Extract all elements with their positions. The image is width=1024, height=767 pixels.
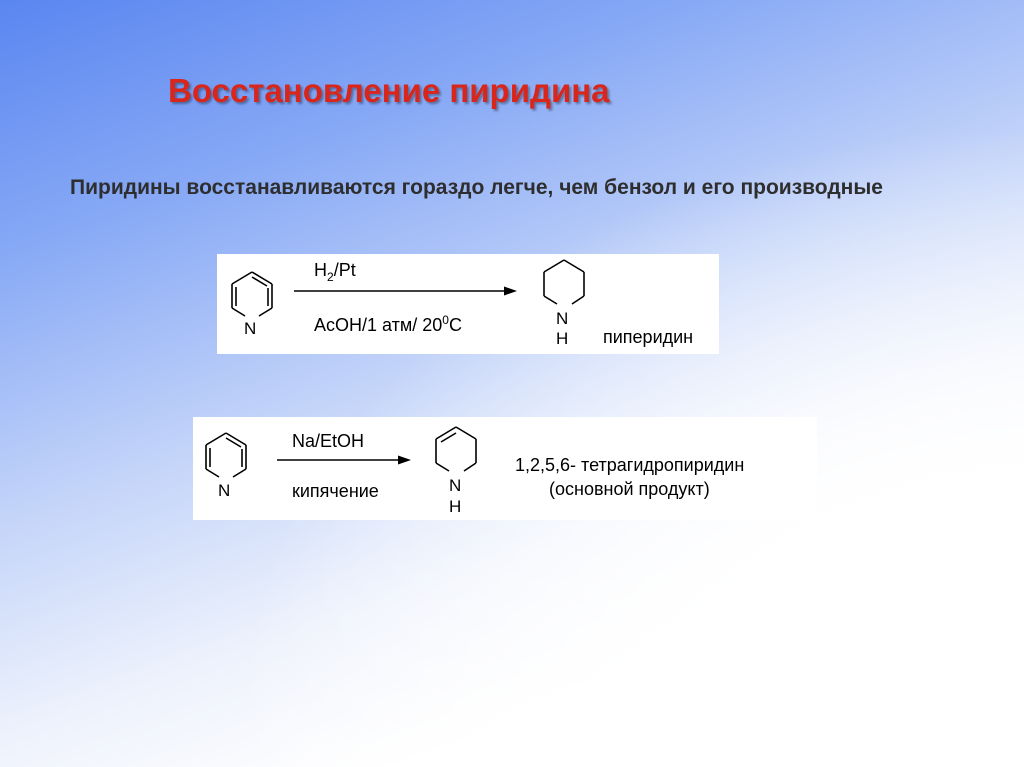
tetrahydropyridine-structure bbox=[436, 427, 476, 471]
reagent-1-bottom: AcOH/1 атм/ $20^0C$ bbox=[314, 313, 462, 335]
pyridine-structure-1 bbox=[232, 272, 272, 316]
reaction-scheme-1 bbox=[217, 254, 719, 354]
reagent-1-top: $H_2/Pt$ bbox=[314, 260, 356, 284]
reagent-2-top: Na/EtOH bbox=[292, 431, 365, 451]
product-2-name-line1: 1,2,5,6- тетрагидропиридин bbox=[515, 455, 745, 475]
reaction-scheme-2 bbox=[193, 417, 817, 520]
product-1-atom-h: H bbox=[556, 329, 569, 348]
reaction-2-diagram bbox=[193, 417, 817, 520]
product-1-atom-n: N bbox=[556, 309, 569, 328]
reactant-2-atom-n: N bbox=[218, 481, 231, 500]
reaction-1-diagram bbox=[217, 254, 719, 354]
reagent-2-bottom: кипячение bbox=[292, 481, 379, 501]
pyridine-structure-2 bbox=[206, 433, 246, 477]
reaction-arrow-1 bbox=[294, 287, 517, 296]
reaction-arrow-2 bbox=[277, 456, 411, 465]
slide-title: Восстановление пиридина bbox=[168, 72, 610, 109]
product-2-atom-n: N bbox=[449, 476, 462, 495]
reactant-1-atom-n: N bbox=[244, 319, 257, 338]
product-2-name-line2: (основной продукт) bbox=[549, 479, 710, 499]
product-2-atom-h: H bbox=[449, 497, 462, 516]
product-1-name: пиперидин bbox=[603, 327, 694, 347]
intro-text: Пиридины восстанавливаются гораздо легче, чем бензол и его производные bbox=[70, 176, 883, 199]
piperidine-structure bbox=[544, 260, 584, 304]
